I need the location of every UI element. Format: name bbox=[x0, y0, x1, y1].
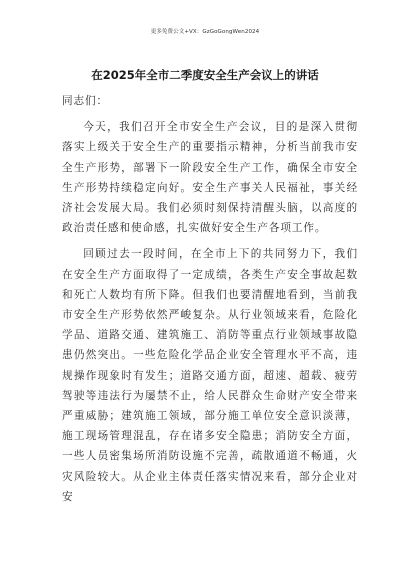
document-body bbox=[62, 91, 358, 513]
paragraph-1: 今天，我们召开全市安全生产会议，目的是深入贯彻落实上级关于安全生产的重要指示精神，分析当前我市安全生产形势，部署下一阶段安全生产工作，确保全市安全生产形势持续稳定向好。安全生产事关人民福祉，事关经济社会发展大局。我们必须时刻保持清醒头脑，以高度的政治责任感和使命感，扎实做好安全生产各项工作。 bbox=[62, 121, 358, 235]
paragraph-2: 回顾过去一段时间，在全市上下的共同努力下，我们在安全生产方面取得了一定成绩，各类生产安全事故起数和死亡人数均有所下降。但我们也要清醒地看到，当前我市安全生产形势依然严峻复杂。从行业领域来看，危险化学品、道路交通、建筑施工、消防等重点行业领域事故隐患仍然突出。一些危险化学品企业安全管理水平不高，违规操作现象时有发生；道路交通方面，超速、超载、疲劳驾驶等违法行为屡禁不止，给人民群众生命财产安全带来严重威胁；建筑施工领域，部分施工单位安全意识淡薄，施工现场管理混乱，存在诸多安全隐患；消防安全方面，一些人员密集场所消防设施不完善，疏散通道不畅通，火灾风险较大。从企业主体责任落实情况来看，部分企业对安 bbox=[62, 248, 358, 503]
document-title: 在2025年全市二季度安全生产会议上的讲话 bbox=[91, 68, 319, 82]
salutation: 同志们： bbox=[62, 95, 108, 107]
header-note: 更多免费公文+VX：GzGoGongWen2024 bbox=[150, 29, 260, 35]
